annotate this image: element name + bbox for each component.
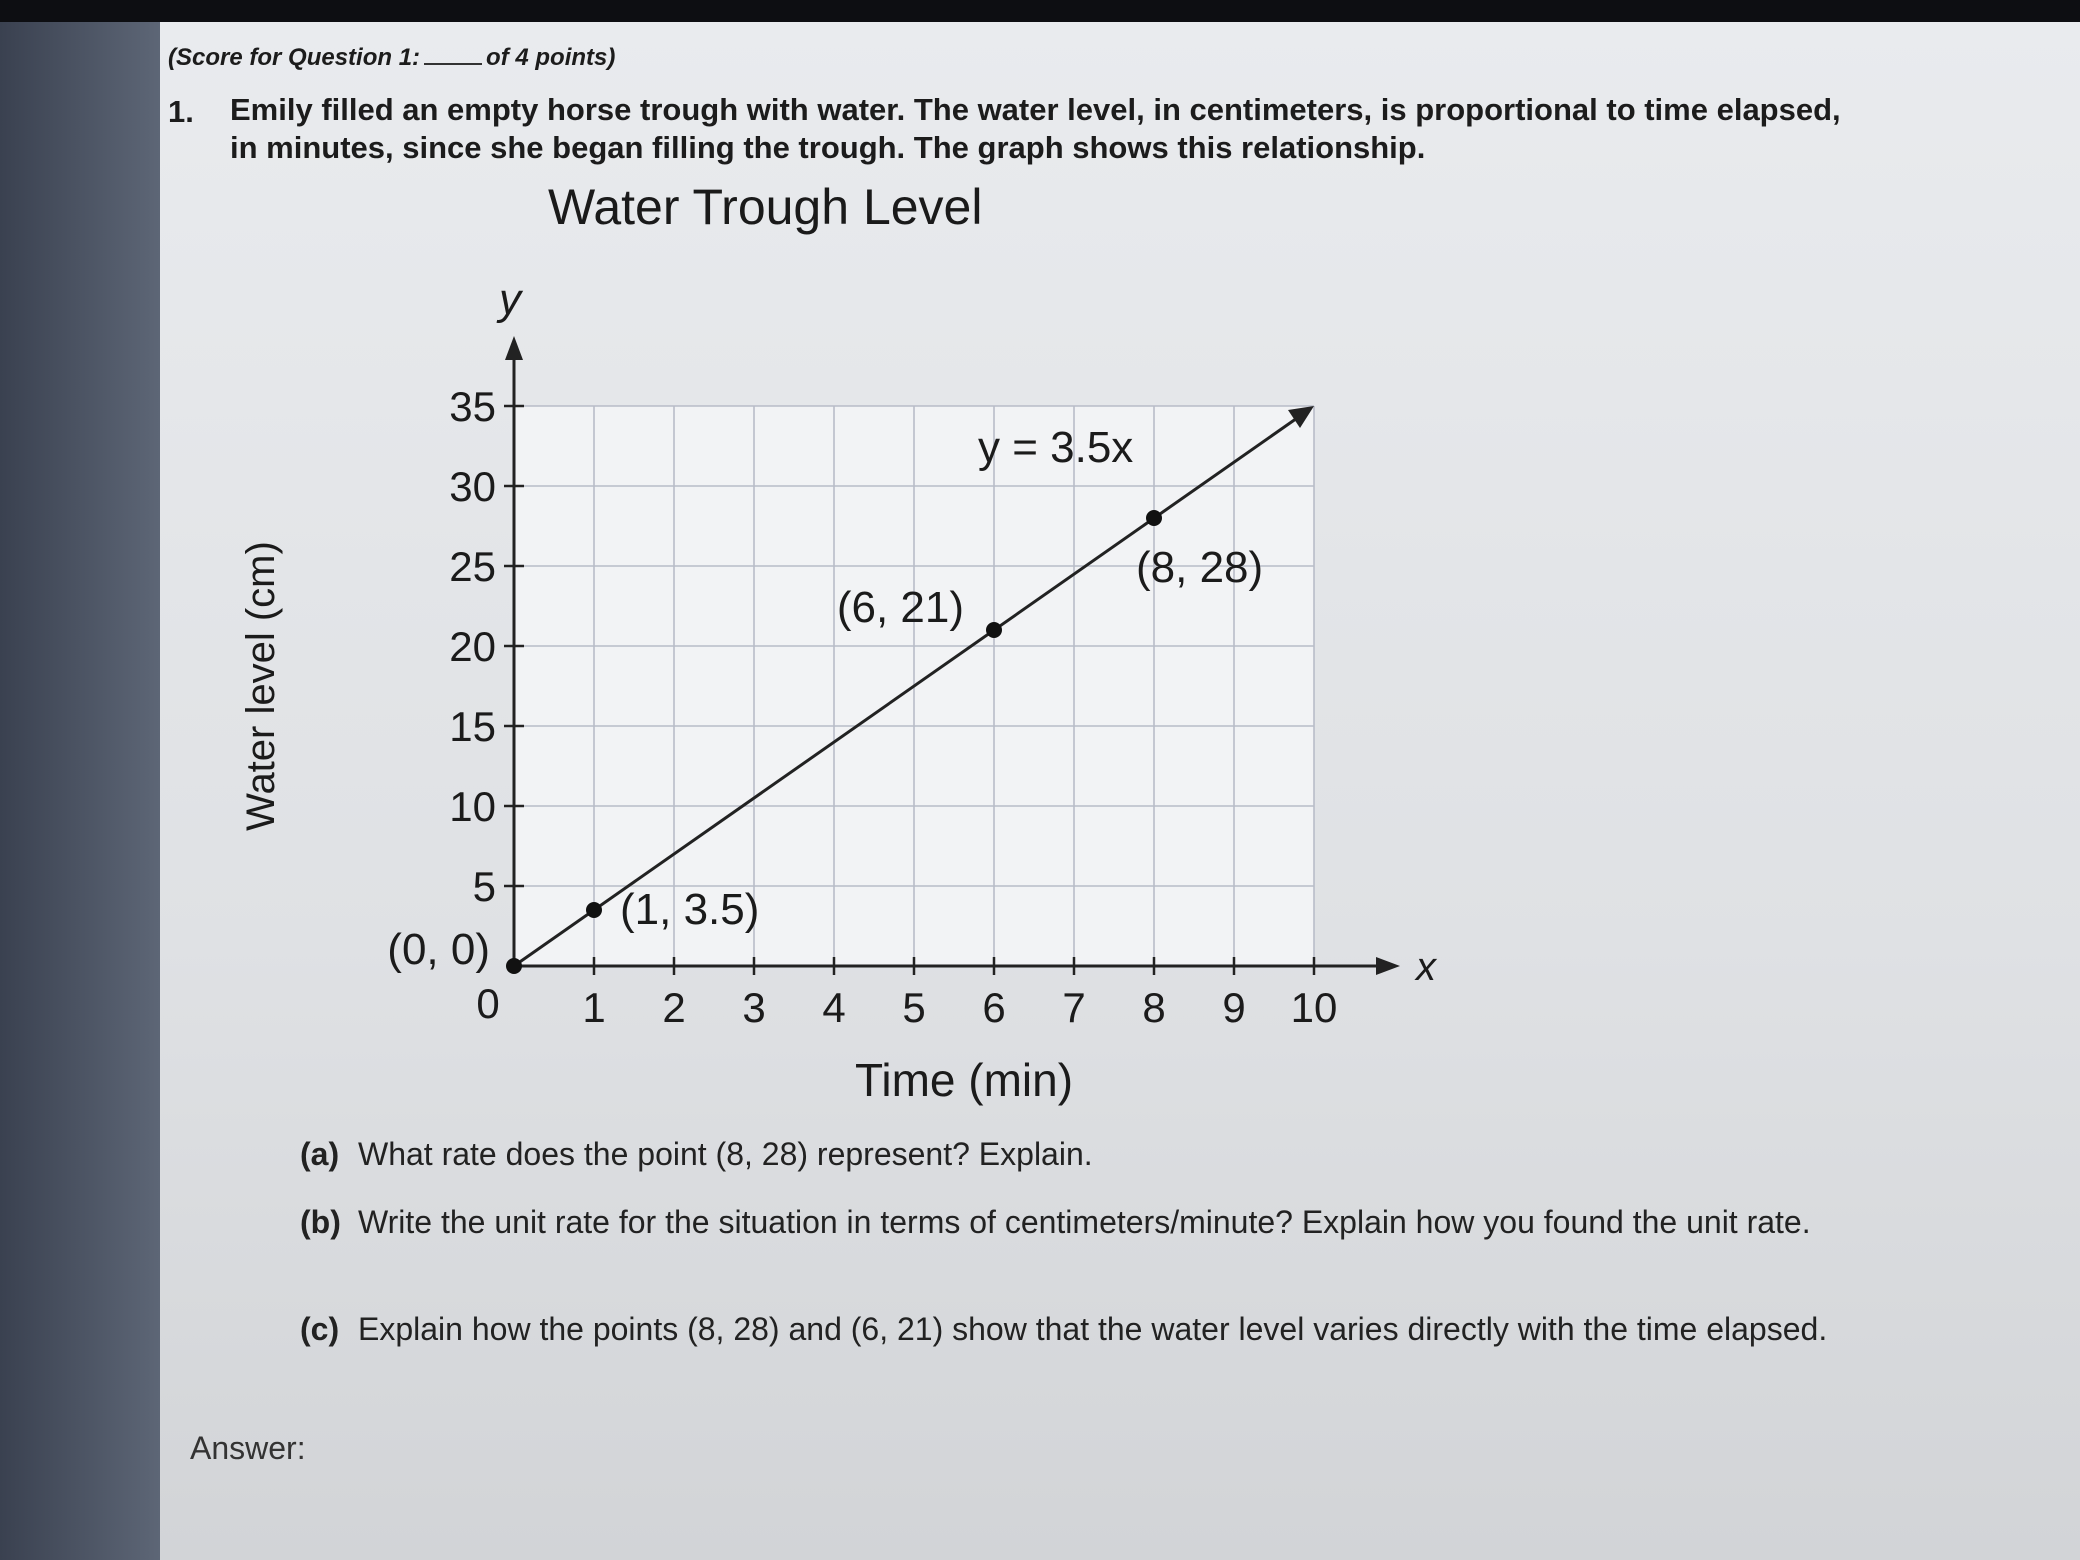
subquestion-b [300,1200,2000,1244]
subquestion-b-tag: (b) [300,1204,341,1240]
subquestion-a-tag: (a) [300,1136,340,1172]
x-tick-label: 3 [742,984,766,1031]
x-axis-letter: x [1416,945,1436,989]
data-point [586,902,602,918]
equation-label: y = 3.5x [978,423,1134,472]
data-point [506,958,522,974]
y-tick-label: 35 [449,383,496,430]
origin-tick-label: 0 [476,980,500,1027]
subquestion-c [300,1302,2000,1356]
point-label: (0, 0) [387,925,490,974]
data-point [986,622,1002,638]
subquestion-b-text: Write the unit rate for the situation in terms of centimeters/minute? Explain how you found the unit rate. [358,1204,1811,1240]
x-tick-label: 9 [1222,984,1246,1031]
water-trough-chart [160,250,1460,1130]
score-line [168,44,615,72]
question-text-line2: in minutes, since she began filling the trough. The graph shows this relationship. [230,130,1426,165]
y-axis-label: Water level (cm) [239,541,283,831]
score-prefix: (Score for Question 1: [168,44,421,71]
y-tick-label: 15 [449,703,496,750]
question-number: 1. [168,94,194,129]
score-blank[interactable] [424,63,482,65]
y-tick-label: 5 [472,863,496,910]
subquestion-c-tag: (c) [300,1311,340,1347]
subquestion-a [300,1136,1093,1173]
x-tick-label: 8 [1142,984,1166,1031]
x-tick-label: 6 [982,984,1006,1031]
point-label: (6, 21) [836,583,964,632]
subquestion-c-text: Explain how the points (8, 28) and (6, 21) show that the water level varies directly with the time elapsed. [358,1311,1828,1347]
top-bar [0,0,2080,22]
x-tick-label: 7 [1062,984,1086,1031]
y-axis-arrow [505,336,523,360]
x-tick-label: 10 [1290,984,1338,1031]
x-tick-label: 2 [662,984,686,1031]
point-label: (8, 28) [1136,543,1264,592]
x-axis-arrow [1376,957,1400,975]
x-tick-label: 5 [902,984,926,1031]
x-tick-label: 4 [822,984,846,1031]
answer-label: Answer: [190,1430,306,1466]
left-margin [0,22,160,1560]
score-suffix: of 4 points) [486,44,616,71]
y-tick-label: 30 [449,463,496,510]
y-tick-label: 20 [449,623,496,670]
point-label: (1, 3.5) [620,885,760,934]
question-text-line1: Emily filled an empty horse trough with water. The water level, in centimeters, is proportional to time elapsed, [230,92,1841,127]
chart-title: Water Trough Level [548,179,983,235]
x-axis-label: Time (min) [854,1054,1074,1106]
y-axis-letter: y [499,275,521,324]
y-tick-label: 25 [449,543,496,590]
y-tick-label: 10 [449,783,496,830]
subquestion-a-text: What rate does the point (8, 28) represent? Explain. [358,1136,1093,1172]
data-point [1146,510,1162,526]
x-tick-label: 1 [582,984,606,1031]
